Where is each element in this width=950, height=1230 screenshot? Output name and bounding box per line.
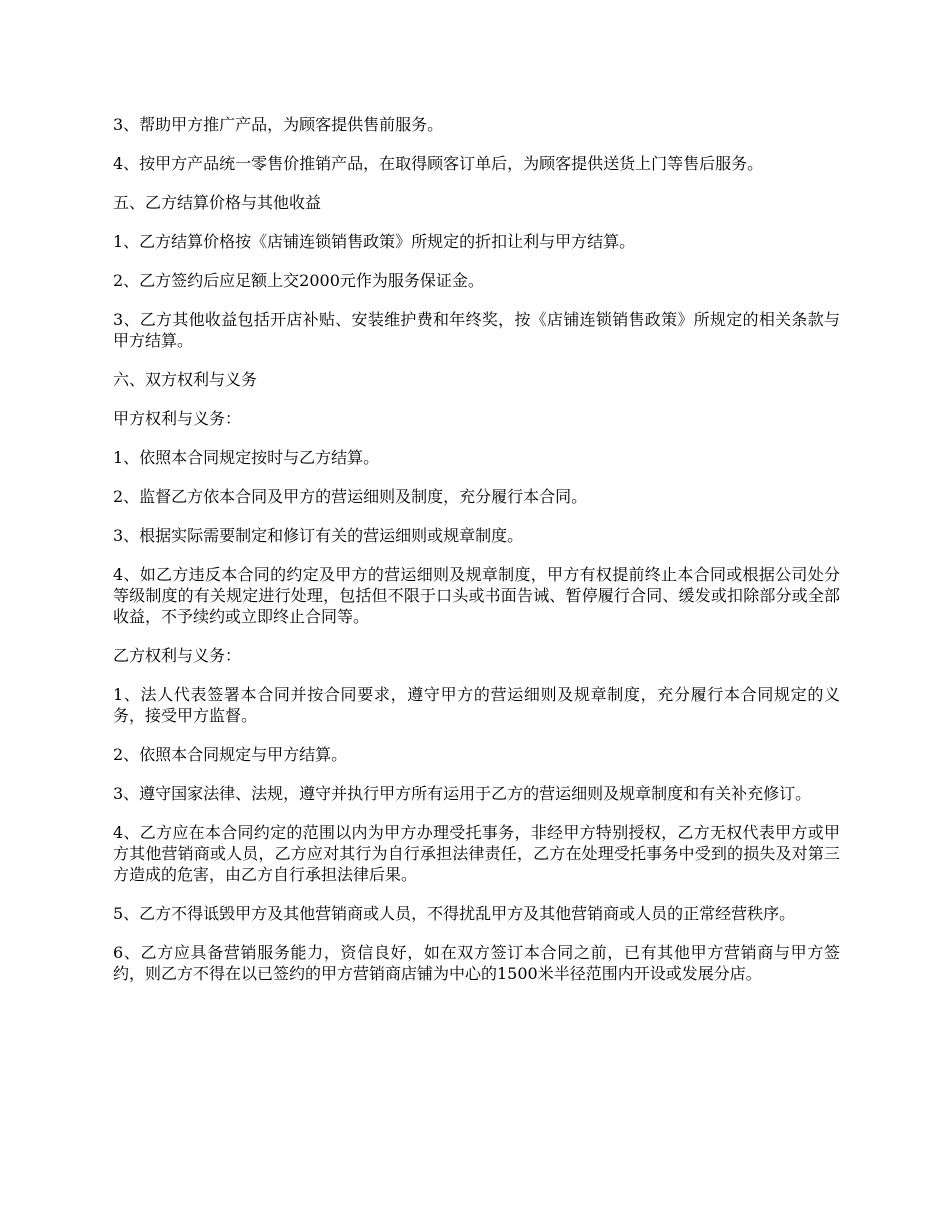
party-b-clause-4: 4、乙方应在本合同约定的范围以内为甲方办理受托事务，非经甲方特别授权，乙方无权代表甲方或甲方其他营销商或人员，乙方应对其行为自行承担法律责任，乙方在处理受托事务中受到的损失及对第三方造成的危害，由乙方自行承担法律后果。 xyxy=(113,823,840,884)
party-b-clause-2: 2、依照本合同规定与甲方结算。 xyxy=(113,745,348,764)
document-body xyxy=(113,114,840,1002)
party-b-subheading: 乙方权利与义务： xyxy=(113,646,242,665)
party-a-clause-1: 1、依照本合同规定按时与乙方结算。 xyxy=(113,448,380,467)
party-b-clause-5: 5、乙方不得诋毁甲方及其他营销商或人员，不得扰乱甲方及其他营销商或人员的正常经营秩序。 xyxy=(113,904,796,923)
clause-5-1-settlement-price: 1、乙方结算价格按《店铺连锁销售政策》所规定的折扣让利与甲方结算。 xyxy=(113,232,636,251)
party-a-clause-2: 2、监督乙方依本合同及甲方的营运细则及制度，充分履行本合同。 xyxy=(113,487,588,506)
section-5-heading: 五、乙方结算价格与其他收益 xyxy=(113,193,322,212)
party-b-clause-6: 6、乙方应具备营销服务能力，资信良好，如在双方签订本合同之前，已有其他甲方营销商与甲方签约，则乙方不得在以已签约的甲方营销商店铺为中心的1500米半径范围内开设或发展分店。 xyxy=(113,943,840,983)
clause-3-presale-service: 3、帮助甲方推广产品，为顾客提供售前服务。 xyxy=(113,115,444,134)
party-a-subheading: 甲方权利与义务： xyxy=(113,409,242,428)
clause-5-2-deposit: 2、乙方签约后应足额上交2000元作为服务保证金。 xyxy=(113,271,484,290)
party-b-clause-3: 3、遵守国家法律、法规，遵守并执行甲方所有运用于乙方的营运细则及规章制度和有关补充修订。 xyxy=(113,784,812,803)
party-a-clause-4: 4、如乙方违反本合同的约定及甲方的营运细则及规章制度，甲方有权提前终止本合同或根据公司处分等级制度的有关规定进行处理，包括但不限于口头或书面告诫、暂停履行合同、缓发或扣除部分或全部收益，不予续约或立即终止合同等。 xyxy=(113,565,840,626)
party-b-clause-1: 1、法人代表签署本合同并按合同要求，遵守甲方的营运细则及规章制度，充分履行本合同规定的义务，接受甲方监督。 xyxy=(113,685,840,725)
clause-4-retail-aftersale: 4、按甲方产品统一零售价推销产品，在取得顾客订单后，为顾客提供送货上门等售后服务。 xyxy=(113,154,764,173)
party-a-clause-3: 3、根据实际需要制定和修订有关的营运细则或规章制度。 xyxy=(113,526,524,545)
clause-5-3-other-income: 3、乙方其他收益包括开店补贴、安装维护费和年终奖，按《店铺连锁销售政策》所规定的相关条款与甲方结算。 xyxy=(113,310,840,350)
section-6-heading: 六、双方权利与义务 xyxy=(113,370,258,389)
